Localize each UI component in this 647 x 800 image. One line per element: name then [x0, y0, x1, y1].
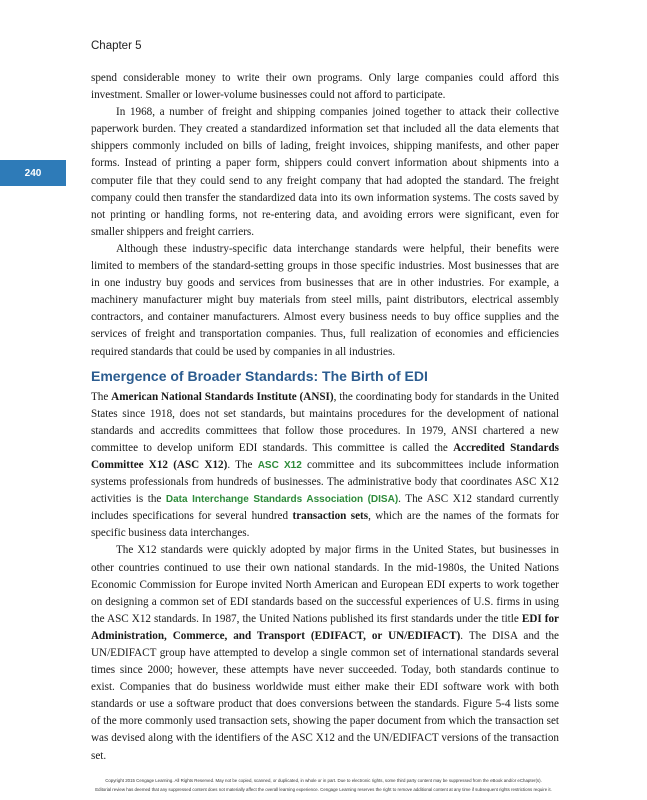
bold-term-ansi: American National Standards Institute (ANSI)	[111, 390, 334, 403]
bold-term-edifact: EDI for Administration, Commerce, and Transport (EDIFACT, or UN/EDIFACT)	[91, 612, 559, 642]
bold-term-transaction-sets: transaction sets	[292, 510, 369, 523]
body-paragraph: spend considerable money to write their own programs. Only large companies could afford this investment. Smaller or lower-volume businesses could not afford to participate.	[91, 72, 559, 102]
copyright-notice: Copyright 2015 Cengage Learning. All Rights Reserved. May not be copied, scanned, or duplicated, in whole or in part. Due to electronic rights, some third party content may be suppressed from the eBook and/or eChapter(s).	[105, 778, 542, 783]
section-paragraph: The American National Standards Institute (ANSI), the coordinating body for standards in the United States since 1918, does not set standards, but maintains procedures for the development of national standards and accredits committees that follow those procedures. In 1979, ANSI chartered a new committee to develop uniform EDI standards. This committee is called the Accredited Standards Committee X12 (ASC X12). The ASC X12 committee and its subcommittees include information systems professionals from hundreds of businesses. The administrative body that coordinates ASC X12 activities is the Data Interchange Standards Association (DISA). The ASC X12 standard currently includes specifications for several hundred transaction sets, which are the names of the formats for specific business data interchanges.	[91, 390, 559, 540]
bold-term-asc-x12: Accredited Standards Committee X12 (ASC X12)	[91, 441, 559, 471]
key-term-link-asc-x12[interactable]: ASC X12	[257, 459, 302, 471]
page-number-tab: 240	[0, 160, 66, 186]
body-paragraph: Although these industry-specific data interchange standards were helpful, their benefits were limited to members of the standard-setting groups in those specific industries. Most businesses that are in one industry buy goods and services from businesses that are in other industries. For example, a machinery manufacturer might buy materials from steel mills, paint distributors, electrical assembly contractors, and container manufacturers. Almost every business needs to buy office supplies and the services of freight and transportation companies. Thus, full realization of economies and efficiencies required standards that could be used by companies in all industries.	[91, 242, 559, 358]
editorial-notice: Editorial review has deemed that any suppressed content does not materially affect the overall learning experience. Cengage Learning reserves the right to remove additional content at any time if subsequent rights restrictions require it.	[95, 787, 552, 792]
key-term-link-disa[interactable]: Data Interchange Standards Association (DISA)	[165, 494, 399, 506]
body-paragraph: In 1968, a number of freight and shipping companies joined together to attack their collective paperwork burden. They created a standardized information set that included all the data elements that shippers commonly included on bills of lading, freight invoices, shipping manifests, and other paper forms. Instead of printing a paper form, shippers could convert information about shipments into a computer file that they could send to any freight company that had adopted the standard. The freight company could then transfer the standardized data into its own information systems. The costs saved by not printing or handling forms, not re-entering data, and avoiding errors were significant, even for smaller shippers and freight carriers.	[91, 106, 559, 238]
section-heading: Emergence of Broader Standards: The Birth of EDI	[91, 367, 428, 384]
chapter-label: Chapter 5	[91, 40, 142, 52]
page-body	[91, 70, 559, 765]
section-paragraph: The X12 standards were quickly adopted by major firms in the United States, but businesses in other countries continued to use their own national standards. In the mid-1980s, the United Nations Economic Commission for Europe invited North American and European EDI experts to work together on designing a common set of EDI standards based on the successful experiences of U.S. firms in using the ASC X12 standards. In 1987, the United Nations published its first standards under the title EDI for Administration, Commerce, and Transport (EDIFACT, or UN/EDIFACT). The DISA and the UN/EDIFACT group have attempted to develop a single common set of international standards several times since 2000; however, these attempts have never succeeded. Today, both standards continue to exist. Companies that do business worldwide must either make their EDI software work with both standards or use a software product that does conversions between the standards. Figure 5-4 lists some of the more commonly used transaction sets, showing the paper document from which the transaction set was devised along with the identifiers of the ASC X12 and the UN/EDIFACT versions of the transaction set.	[91, 544, 560, 762]
